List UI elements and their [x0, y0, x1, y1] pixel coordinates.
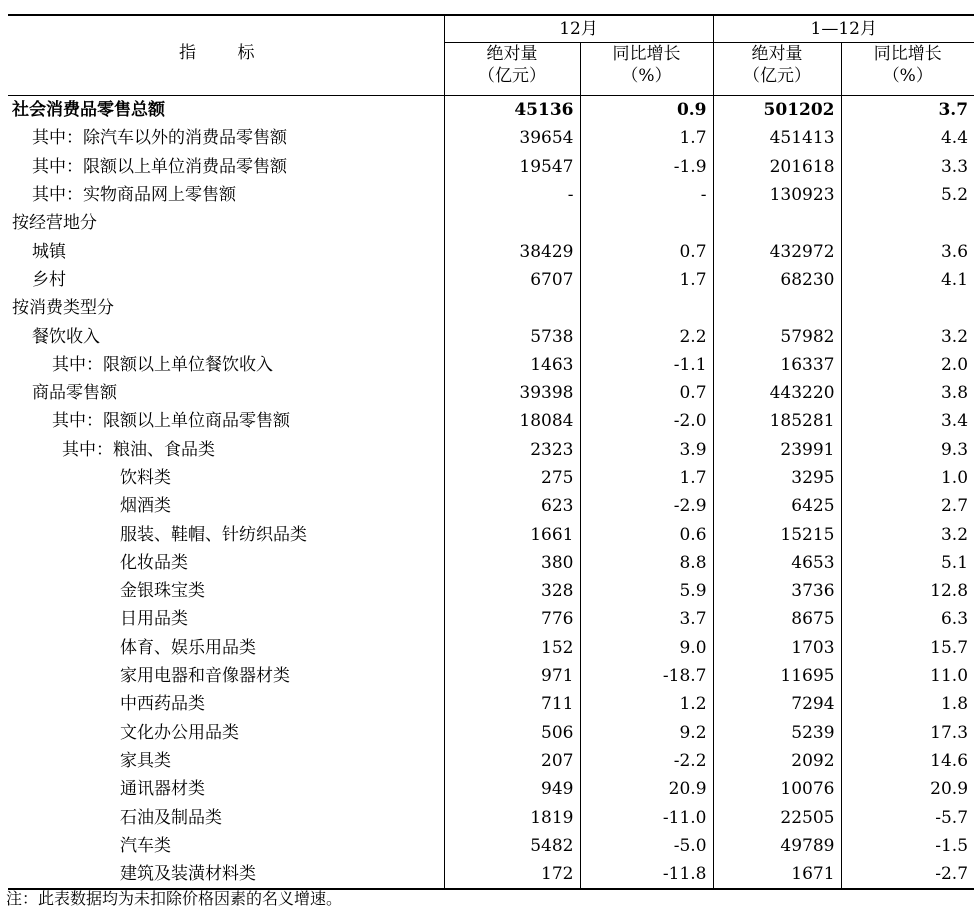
table-row: [8, 605, 974, 633]
row-label: 通讯器材类: [120, 779, 205, 800]
row-label: 体育、娱乐用品类: [120, 637, 256, 658]
cell-month-yoy: -2.0: [580, 407, 713, 435]
cell-ytd-yoy: 12.8: [841, 577, 974, 605]
cell-month-yoy: -1.1: [580, 351, 713, 379]
cell-ytd-abs: 1671: [713, 860, 841, 889]
cell-month-yoy: [580, 209, 713, 237]
cell-ytd-yoy: 3.8: [841, 379, 974, 407]
cell-ytd-yoy: 14.6: [841, 747, 974, 775]
row-label: 其中：限额以上单位消费品零售额: [32, 156, 287, 177]
yoy-header-month: [580, 43, 713, 96]
row-label: 其中：实物商品网上零售额: [32, 185, 236, 206]
cell-ytd-abs: 57982: [713, 322, 841, 350]
cell-month-abs: 207: [444, 747, 580, 775]
cell-month-yoy: 0.7: [580, 237, 713, 265]
cell-ytd-yoy: 1.8: [841, 690, 974, 718]
table-row: [8, 407, 974, 435]
cell-month-yoy: 0.7: [580, 379, 713, 407]
table-row: [8, 322, 974, 350]
cell-ytd-abs: 6425: [713, 492, 841, 520]
cell-month-abs: -: [444, 181, 580, 209]
cell-month-yoy: -2.2: [580, 747, 713, 775]
cell-month-abs: 152: [444, 634, 580, 662]
cell-ytd-abs: 130923: [713, 181, 841, 209]
cell-ytd-yoy: 3.2: [841, 322, 974, 350]
cell-month-abs: 506: [444, 719, 580, 747]
table-row: [8, 124, 974, 152]
cell-month-abs: 45136: [444, 96, 580, 125]
table-row: [8, 351, 974, 379]
cell-ytd-yoy: 3.6: [841, 237, 974, 265]
cell-ytd-abs: 10076: [713, 775, 841, 803]
cell-ytd-yoy: 15.7: [841, 634, 974, 662]
cell-ytd-yoy: 9.3: [841, 436, 974, 464]
cell-month-yoy: 2.2: [580, 322, 713, 350]
abs-header-label: 绝对量: [751, 44, 803, 64]
table-footnote: 注：此表数据均为未扣除价格因素的名义增速。: [6, 889, 343, 908]
cell-ytd-abs: 68230: [713, 266, 841, 294]
row-label: 日用品类: [120, 609, 188, 630]
row-label: 商品零售额: [32, 383, 117, 404]
section-label: 按经营地分: [12, 213, 97, 234]
cell-ytd-abs: 15215: [713, 520, 841, 548]
cell-ytd-yoy: -1.5: [841, 832, 974, 860]
cell-ytd-yoy: 3.2: [841, 520, 974, 548]
cell-month-yoy: -11.0: [580, 803, 713, 831]
cell-month-abs: 1661: [444, 520, 580, 548]
table-row: [8, 719, 974, 747]
retail-sales-table: [8, 14, 974, 890]
cell-month-abs: 328: [444, 577, 580, 605]
cell-ytd-abs: 2092: [713, 747, 841, 775]
cell-ytd-yoy: 3.3: [841, 153, 974, 181]
row-label: 汽车类: [120, 835, 171, 856]
cell-month-yoy: -11.8: [580, 860, 713, 889]
cell-ytd-yoy: 1.0: [841, 464, 974, 492]
cell-ytd-yoy: 4.1: [841, 266, 974, 294]
cell-ytd-abs: 7294: [713, 690, 841, 718]
cell-ytd-yoy: [841, 294, 974, 322]
table-row: [8, 520, 974, 548]
cell-ytd-abs: 23991: [713, 436, 841, 464]
cell-month-abs: 172: [444, 860, 580, 889]
table-row: [8, 803, 974, 831]
cell-month-yoy: 20.9: [580, 775, 713, 803]
cell-ytd-yoy: 4.4: [841, 124, 974, 152]
abs-header-unit: （亿元）: [743, 66, 812, 86]
cell-ytd-abs: 5239: [713, 719, 841, 747]
yoy-header-unit: （%）: [882, 66, 933, 86]
cell-month-abs: 971: [444, 662, 580, 690]
cell-month-abs: 776: [444, 605, 580, 633]
table-row: [8, 860, 974, 889]
cell-month-yoy: -: [580, 181, 713, 209]
cell-month-abs: [444, 294, 580, 322]
cell-month-abs: [444, 209, 580, 237]
cell-month-abs: 711: [444, 690, 580, 718]
row-label: 中西药品类: [120, 694, 205, 715]
cell-ytd-abs: 4653: [713, 549, 841, 577]
abs-header-month: [444, 43, 580, 96]
table-row-total: [8, 96, 974, 125]
table-row-section: [8, 209, 974, 237]
cell-ytd-yoy: [841, 209, 974, 237]
row-label: 烟酒类: [120, 496, 171, 517]
table-row: [8, 662, 974, 690]
cell-ytd-yoy: 3.4: [841, 407, 974, 435]
yoy-header-label: 同比增长: [612, 44, 681, 64]
cell-month-yoy: 1.2: [580, 690, 713, 718]
cell-month-yoy: 5.9: [580, 577, 713, 605]
row-label: 其中：限额以上单位餐饮收入: [52, 354, 273, 375]
cell-month-yoy: -1.9: [580, 153, 713, 181]
row-label: 社会消费品零售总额: [12, 100, 165, 121]
cell-month-yoy: 9.0: [580, 634, 713, 662]
row-label: 文化办公用品类: [120, 722, 239, 743]
cell-month-yoy: -18.7: [580, 662, 713, 690]
section-label: 按消费类型分: [12, 298, 114, 319]
yoy-header-ytd: [841, 43, 974, 96]
cell-ytd-abs: 49789: [713, 832, 841, 860]
cell-ytd-abs: 3295: [713, 464, 841, 492]
cell-month-yoy: -5.0: [580, 832, 713, 860]
row-label: 其中：粮油、食品类: [62, 439, 215, 460]
cell-ytd-abs: 432972: [713, 237, 841, 265]
cell-month-abs: 39654: [444, 124, 580, 152]
cell-ytd-yoy: 3.7: [841, 96, 974, 125]
cell-month-abs: 5738: [444, 322, 580, 350]
cell-ytd-abs: 443220: [713, 379, 841, 407]
abs-header-unit: （亿元）: [478, 66, 546, 86]
cell-month-abs: 275: [444, 464, 580, 492]
cell-ytd-yoy: 17.3: [841, 719, 974, 747]
cell-month-yoy: 1.7: [580, 124, 713, 152]
abs-header-label: 绝对量: [486, 44, 538, 64]
cell-month-abs: 38429: [444, 237, 580, 265]
cell-month-abs: 1819: [444, 803, 580, 831]
cell-month-yoy: 0.6: [580, 520, 713, 548]
cell-ytd-abs: 201618: [713, 153, 841, 181]
cell-ytd-abs: 451413: [713, 124, 841, 152]
indicator-header: 指 标: [8, 15, 444, 96]
table-row: [8, 690, 974, 718]
cell-month-abs: 5482: [444, 832, 580, 860]
row-label: 家具类: [120, 750, 171, 771]
cell-ytd-abs: [713, 294, 841, 322]
table-row: [8, 436, 974, 464]
row-label: 城镇: [32, 241, 66, 262]
row-label: 其中：除汽车以外的消费品零售额: [32, 128, 287, 149]
cell-month-abs: 1463: [444, 351, 580, 379]
cell-month-abs: 19547: [444, 153, 580, 181]
yoy-header-unit: （%）: [621, 66, 672, 86]
abs-header-ytd: [713, 43, 841, 96]
cell-month-yoy: 0.9: [580, 96, 713, 125]
table-row: [8, 747, 974, 775]
table-row: [8, 492, 974, 520]
row-label: 化妆品类: [120, 552, 188, 573]
cell-month-abs: 380: [444, 549, 580, 577]
cell-month-yoy: 1.7: [580, 464, 713, 492]
cell-month-abs: 623: [444, 492, 580, 520]
cell-ytd-yoy: 11.0: [841, 662, 974, 690]
cell-month-yoy: 8.8: [580, 549, 713, 577]
cell-month-yoy: 9.2: [580, 719, 713, 747]
table-row: [8, 775, 974, 803]
cell-month-yoy: 1.7: [580, 266, 713, 294]
period-header-jan-dec: 1—12月: [713, 15, 974, 43]
cell-ytd-yoy: 5.1: [841, 549, 974, 577]
yoy-header-label: 同比增长: [873, 44, 942, 64]
cell-ytd-abs: 8675: [713, 605, 841, 633]
table-row: [8, 153, 974, 181]
row-label: 饮料类: [120, 468, 171, 488]
cell-ytd-abs: [713, 209, 841, 237]
row-label: 建筑及装潢材料类: [8, 860, 444, 889]
cell-ytd-abs: 185281: [713, 407, 841, 435]
cell-ytd-abs: 501202: [713, 96, 841, 125]
table-row: [8, 181, 974, 209]
table-row: [8, 832, 974, 860]
cell-ytd-abs: 1703: [713, 634, 841, 662]
period-header-december: 12月: [444, 15, 713, 43]
cell-month-abs: 39398: [444, 379, 580, 407]
row-label: 乡村: [32, 269, 66, 290]
cell-month-yoy: -2.9: [580, 492, 713, 520]
header-row-period: [8, 15, 974, 43]
cell-month-abs: 2323: [444, 436, 580, 464]
cell-month-abs: 6707: [444, 266, 580, 294]
cell-month-yoy: 3.9: [580, 436, 713, 464]
row-label: 金银珠宝类: [120, 581, 205, 602]
row-label: 其中：限额以上单位商品零售额: [52, 411, 290, 432]
cell-ytd-abs: 11695: [713, 662, 841, 690]
cell-ytd-yoy: 20.9: [841, 775, 974, 803]
row-label: 服装、鞋帽、针纺织品类: [120, 524, 307, 545]
cell-ytd-abs: 22505: [713, 803, 841, 831]
cell-ytd-abs: 3736: [713, 577, 841, 605]
cell-ytd-yoy: 2.0: [841, 351, 974, 379]
cell-ytd-abs: 16337: [713, 351, 841, 379]
cell-ytd-yoy: 2.7: [841, 492, 974, 520]
cell-ytd-yoy: 6.3: [841, 605, 974, 633]
row-label: 餐饮收入: [32, 326, 100, 347]
cell-month-yoy: [580, 294, 713, 322]
table-row: [8, 634, 974, 662]
cell-ytd-yoy: 5.2: [841, 181, 974, 209]
cell-month-abs: 949: [444, 775, 580, 803]
table-row: [8, 549, 974, 577]
row-label: 石油及制品类: [120, 807, 222, 828]
table-row: [8, 379, 974, 407]
table-row: [8, 577, 974, 605]
table-row: [8, 464, 974, 492]
row-label: 家用电器和音像器材类: [120, 666, 290, 687]
table-row: [8, 266, 974, 294]
cell-month-yoy: 3.7: [580, 605, 713, 633]
table-row: [8, 237, 974, 265]
table-row-section: [8, 294, 974, 322]
cell-ytd-yoy: -2.7: [841, 860, 974, 889]
cell-month-abs: 18084: [444, 407, 580, 435]
cell-ytd-yoy: -5.7: [841, 803, 974, 831]
